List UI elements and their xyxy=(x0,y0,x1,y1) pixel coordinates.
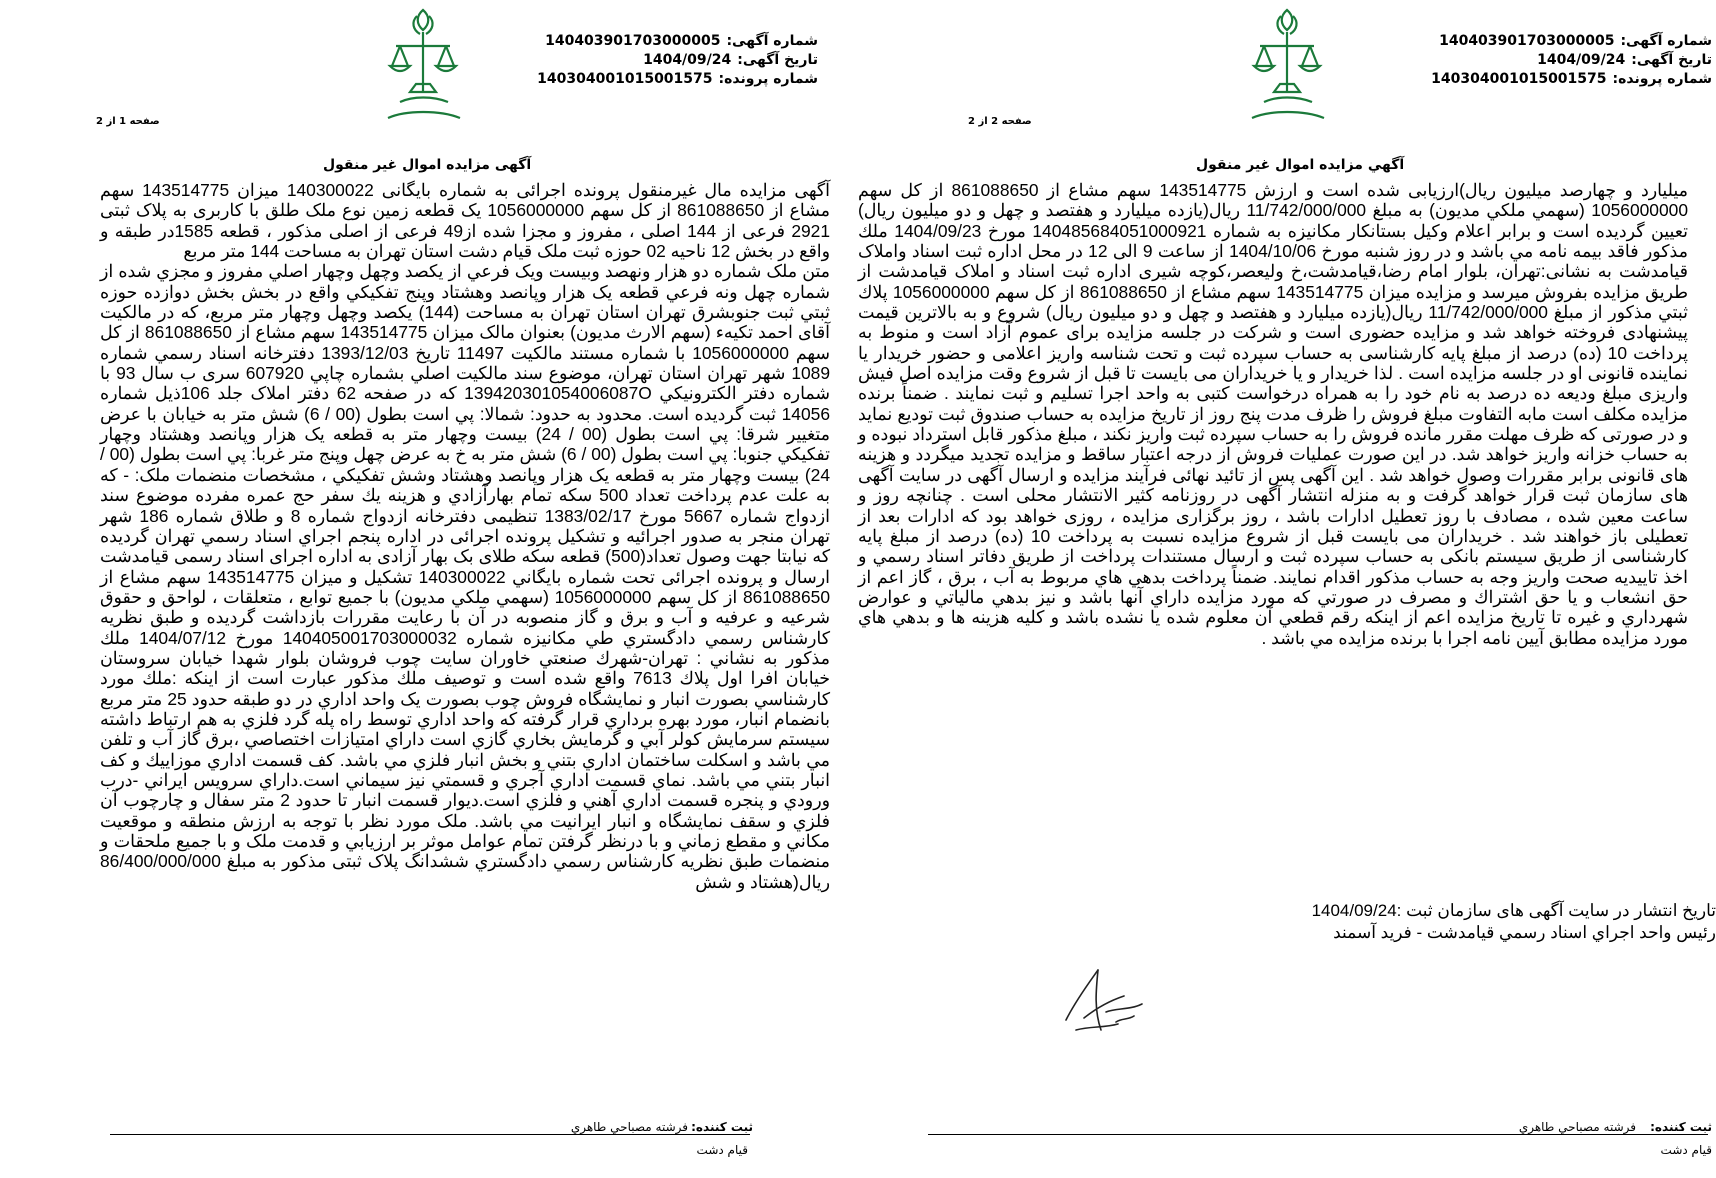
case-number-label: شماره پرونده: xyxy=(718,71,818,87)
case-number-label: شماره پرونده: xyxy=(1612,71,1712,87)
office-name: قيام دشت xyxy=(696,1143,748,1157)
notice-body xyxy=(858,180,1688,648)
page-number: صفحه 1 از 2 xyxy=(96,116,160,127)
ad-number-label: شماره آگهی: xyxy=(726,33,818,49)
page-number: صفحه 2 از 2 xyxy=(968,116,1032,127)
case-number: 140304001015001575 xyxy=(537,71,713,87)
handwritten-signature-icon xyxy=(1046,960,1166,1045)
footer-divider xyxy=(110,1134,750,1135)
registrar-label: ثبت کننده: xyxy=(1650,1120,1712,1134)
ad-date-label: تاریخ آگهی: xyxy=(737,52,818,68)
ad-header xyxy=(537,32,818,89)
notice-title: آگهي مزايده اموال غير منقول xyxy=(1196,157,1405,173)
ad-number: 140403901703000005 xyxy=(545,33,721,49)
page-2 xyxy=(858,0,1716,1178)
notice-body xyxy=(100,180,830,892)
ad-date: 1404/09/24 xyxy=(643,52,732,68)
office-name: قيام دشت xyxy=(1660,1143,1712,1157)
judiciary-emblem-icon xyxy=(378,4,468,144)
ad-number-label: شماره آگهی: xyxy=(1620,33,1712,49)
judiciary-emblem-icon xyxy=(1242,4,1332,144)
ad-header xyxy=(1431,32,1712,89)
case-number: 140304001015001575 xyxy=(1431,71,1607,87)
registrar-label: ثبت کننده: xyxy=(691,1120,753,1134)
signatory-line: رئيس واحد اجراي اسناد رسمي قيامدشت - فريد آسمند xyxy=(1333,923,1716,942)
notice-title: آگهی مزایده اموال غیر منقول xyxy=(323,157,532,173)
footer-divider xyxy=(928,1134,1708,1135)
registrar-name: فرشته مصباحي طاهري xyxy=(570,1120,688,1134)
body-paragraph: میلیارد و چهارصد میلیون ریال)ارزيابی شده است و ارزش 143514775 سهم مشاع از 861088650 از کل سهم 1056000000 (سهمي ملكي مدیون) به مبلغ 11/742/000/000 ريال(يازده ميليارد و هفتصد و چهل و دو ميليون ريال) تعيين گرديده است و برابر اعلام وكيل بستانكار مكانيزه به شماره 140485684051000921 مورخ 1404/09/23 ملك مذكور فاقد بيمه نامه مي باشد و در روز شنبه مورخ 1404/10/06 از ساعت 9 الی 12 در محل اداره ثبت اسناد واملاک قیامدشت به نشانی:تهران، بلوار امام رضا،قیامدشت،خ ولیعصر،کوچه شیری اداره ثبت اسناد و املاک قیامدشت از طريق مزايده بفروش ميرسد و مزايده ميزان 143514775 سهم مشاع از 861088650 از کل سهم 1056000000 پلاك ثبتي مذكور از مبلغ 11/742/000/000 ريال(يازده ميليارد و هفتصد و چهل و دو ميليون ريال) شروع و به بالاترین قیمت پیشنهادی فروخته خواهد شد و مزایده حضوری است و شرکت در جلسه مزایده برای عموم آزاد است و منوط به پرداخت 10 (ده) درصد از مبلغ پایه کارشناسی به حساب سپرده ثبت و تحت شناسه واریز اعلامی و حضور خریدار یا نماینده قانونی او در جلسه مزایده است . لذا خریدار و یا خریداران می بایست تا قبل از شروع وقت مزایده اصل فیش واریزی مبلغ ودیعه ده درصد به نام خود را به همراه درخواست کتبی به واحد اجرا تسلیم و ثبت نمایند . ضمناً برنده مزایده مکلف است مابه التفاوت مبلغ فروش را ظرف مدت پنج روز از تاریخ مزایده به حساب صندوق ثبت تودیع نماید و در صورتی که ظرف مهلت مقرر مانده فروش را به حساب سپرده ثبت واریز نکند ، مبلغ مذکور قابل استرداد نبوده و به حساب خزانه واریز خواهد شد. در این صورت عملیات فروش از درجه اعتبار ساقط و مزایده تجدید میگردد و هزینه های قانونی برابر مقررات وصول خواهد شد . این آگهی پس از تائید نهائی فرآیند مزایده و ارسال آگهی در سایت آگهی های سازمان ثبت قرار خواهد گرفت و به منزله انتشار آگهی در روزنامه کثیر الانتشار محلی است . چنانچه روز و ساعت معین شده ، مصادف با روز تعطیل ادارات باشد ، روز برگزاری مزایده ، روزی خواهد بود که ادارات بعد از تعطیلی باز خواهند شد . خریداران می بایست قبل از شروع مزایده نسبت به پرداخت 10 (ده) درصد از مبلغ پایه کارشناسی از طریق سیستم بانکی به حساب سپرده ثبت و ارسال مستندات پرداخت از طريق دفاتر اسناد رسمي و اخذ تاييديه صحت واريز وجه به حساب مذكور اقدام نمايند. ضمناً پرداخت بدهي هاي مربوط به آب ، برق ، گاز اعم از حق انشعاب و يا حق اشتراك و مصرف در صورتي كه مورد مزايده داراي آنها باشد و نيز بدهي مالياتي و عوارض شهرداري و غيره تا تاريخ مزايده اعم از اينكه رقم قطعي آن معلوم شده يا نشده باشد و كليه هزينه ها و بدهي هاي مورد مزايده مطابق آيين نامه اجرا با برنده مزايده مي باشد . xyxy=(858,180,1689,648)
body-paragraph: آگهی مزایده مال غیرمنقول پرونده اجرائی به شماره بایگانی 140300022 میزان 143514775 سهم مشاع از 861088650 از کل سهم 1056000000 یک قطعه زمین نوع ملک طلق با کاربری به پلاک ثبتی 2921 فرعی از 144 اصلی ، مفروز و مجزا شده از49 فرعی از اصلی مذکور ، قطعه 1585در طبقه و واقع در بخش 12 ناحیه 02 حوزه ثبت ملک قیام دشت استان تهران به مساحت 144 متر مربع xyxy=(100,180,830,262)
ad-number: 140403901703000005 xyxy=(1439,33,1615,49)
ad-date-label: تاریخ آگهی: xyxy=(1631,52,1712,68)
publication-date-notice: تاریخ انتشار در سایت آگهی های سازمان ثبت :1404/09/24 xyxy=(1311,901,1716,920)
registrar-name: فرشته مصباحي طاهري xyxy=(1518,1120,1636,1134)
ad-date: 1404/09/24 xyxy=(1537,52,1626,68)
body-paragraph: متن ملک شماره دو هزار ونهصد وبيست ويک فرعي از يکصد وچهل وچهار اصلي مفروز و مجزي شده از شماره چهل ونه فرعي قطعه يک هزار وپانصد وهشتاد وپنج تفکيکي واقع در بخش بخش دوازده حوزه ثبتي ثبت جنوبشرق تهران استان تهران به مساحت (144) يکصد وچهل وچهار متر مربع، که در مالکيت آقای احمد تکیه‌ء (سهم الارث مدیون) بعنوان مالک میزان 143514775 سهم مشاع از 861088650 از کل سهم 1056000000 با شماره مستند مالکيت 11497 تاريخ 1393/12/03 دفترخانه اسناد رسمي شماره 1089 شهر تهران استان تهران، موضوع سند مالکيت اصلي بشماره چاپي 607920 سری ب سال 93 با شماره دفتر الکترونيکي 139420301054006087O که در صفحه 62 دفتر املاک جلد 106ذیل شماره 14056 ثبت گرديده است. محدود به حدود: شمالا: پي است بطول (00 / 6) شش متر به خيابان با عرض متغيير شرقا: پي است بطول (00 / 24) بيست وچهار متر به قطعه يک هزار وپانصد وهشتاد وچهار تفکيکي جنوبا: پي است بطول (00 / 6) شش متر به خ به عرض چهل وپنج متر غربا: پي است بطول (00 / 24) بيست وچهار متر به قطعه يک هزار وپانصد وهشتاد وشش تفکيکي ، مشخصات منضمات ملک: - که به علت عدم پرداخت تعداد 500 سکه تمام بهارآزادي و هزینه یك سفر حج عمره مفرده موضوع سند ازدواج شماره 5667 مورخ 1383/02/17 تنظیمی دفترخانه ازدواج شماره 8 و طلاق شماره 186 شهر تهران منجر به صدور اجرائیه و تشکیل پرونده اجرائی در اداره پنجم اجراي اسناد رسمي تهران گرديده که نيابتا جهت وصول تعداد(500) قطعه سکه طلای بک بهار آزادی به اداره اجرای اسناد رسمی قیامدشت ارسال و پرونده اجرائی تحت شماره بايگاني 140300022 تشکيل و ميزان 143514775 سهم مشاع از 861088650 از کل سهم 1056000000 (سهمي ملكي مدیون) با جميع توابع ، متعلقات ، لواحق و حقوق شرعيه و عرفيه و آب و برق و گاز منصوبه در آن با رعايت مقررات بازداشت گرديده و طبق نظريه كارشناس رسمي دادگستري طي مكانيزه شماره 140405001703000032 مورخ 1404/07/12 ملك مذكور به نشاني : تهران-شهرك صنعتي خاوران سايت چوب فروشان بلوار شهدا خيابان سروستان خيابان افرا اول پلاك 7613 واقع شده است و توصيف ملك مذكور عبارت است از اينكه :ملك مورد كارشناسي بصورت انبار و نمايشگاه فروش چوب بصورت يک واحد اداري در دو طبقه حدود 25 متر مربع بانضمام انبار، مورد بهره برداري قرار گرفته كه واحد اداري توسط راه پله گرد فلزي به هم ارتباط داشته سيستم سرمايش كولر آبي و گرمايش بخاري گازي است داراي امتيازات اختصاصي ،برق گاز آب و تلفن مي باشد و اسكلت ساختمان اداري بتني و بخش انبار فلزي مي باشد. كف قسمت اداري موزاييك و كف انبار بتني مي باشد. نماي قسمت اداري آجري و قسمتي نيز سيماني است.داراي سرويس ايراني -درب ورودي و پنجره قسمت اداري آهني و فلزي است.ديوار قسمت انبار تا حدود 2 متر سفال و چارچوب آن فلزي و سقف نمايشگاه و انبار ايرانيت مي باشد. ملک مورد نظر با توجه به ارزش منطقه و موقعيت مکاني و مقطع زماني و با درنظر گرفتن تمام عوامل موثر بر ارزيابي و قدمت ملک و با جميع ملحقات و منضمات طبق نظريه کارشناس رسمي دادگستري ششدانگ پلاک ثبتی مذکور به مبلغ 86/400/000/000 ريال(هشتاد و شش xyxy=(100,261,831,892)
